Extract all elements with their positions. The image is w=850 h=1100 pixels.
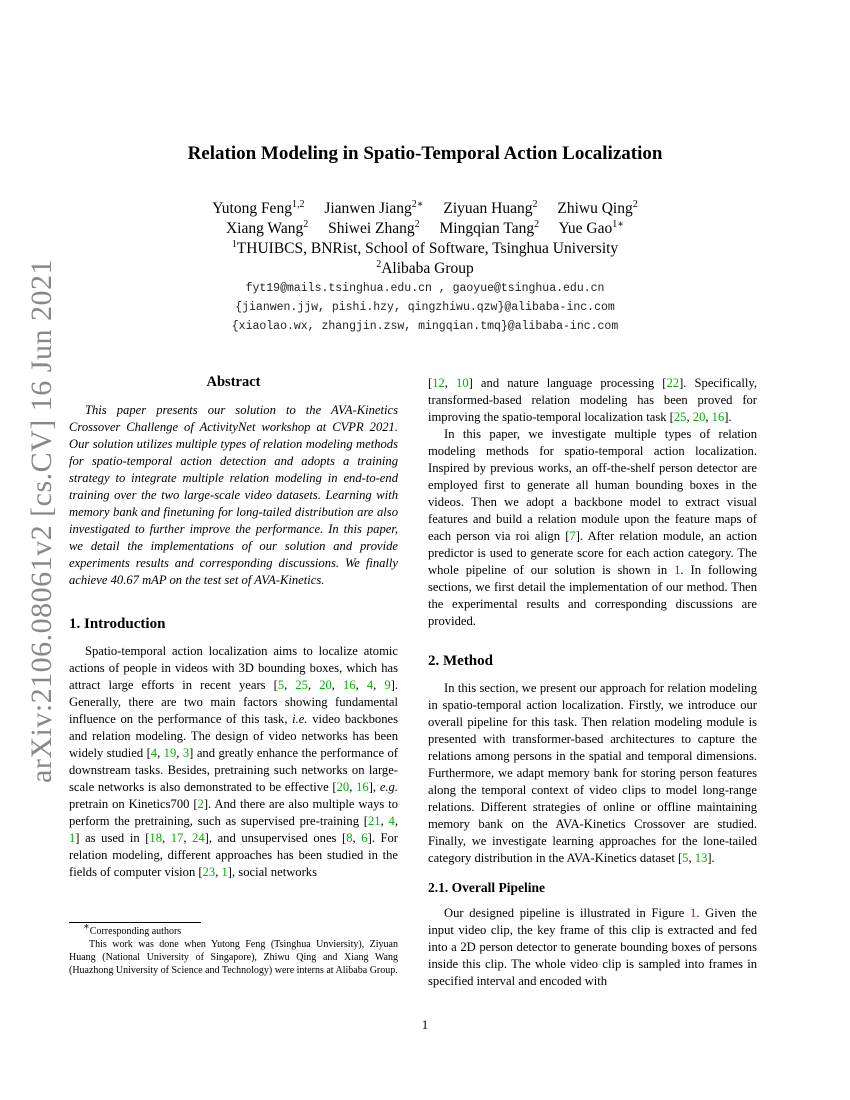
- citation-link[interactable]: 25: [295, 678, 308, 692]
- citation-link[interactable]: 3: [182, 746, 190, 760]
- email-line-3: {xiaolao.wx, zhangjin.zsw, mingqian.tmq}@alibaba-inc.com: [231, 320, 619, 333]
- author-name: Xiang Wang: [225, 220, 304, 237]
- paragraph: In this section, we present our approach for relation modeling in spatio-temporal action localization. Firstly, we introduce our overall pipeline for this task. Then relation modeling module is presented with transformer-based architectures to capture the relations among persons in the spatial and temporal dimensions. Furthermore, we adapt memory bank for storing person features along the temporal context of video clips to model long-range relations. Different strategies of online or offline maintaining memory bank on the AVA-Kinetics Crossover are studied. Finally, we investigate learning approaches for the lone-tailed category distribution in the AVA-Kinetics dataset [5, 13].: [428, 681, 757, 865]
- figure-link[interactable]: 1: [690, 906, 697, 920]
- text-run: Our designed pipeline is illustrated in Figure: [444, 906, 691, 920]
- citation-link[interactable]: 13: [694, 851, 708, 865]
- text-run: [: [428, 376, 433, 390]
- citation-link[interactable]: 20: [336, 780, 350, 794]
- citation-link[interactable]: 20: [692, 410, 706, 424]
- footnote-corresponding: [69, 921, 398, 938]
- author-affiliation-mark: 2: [534, 218, 540, 230]
- text-run: In this section, we present our approach for relation modeling in spatio-temporal action localization. Firstly, we introduce our overall pipeline for this task. Then relation modeling module is presented with transformer-based architectures to capture the relations among persons in the spatial and temporal dimensions. Furthermore, we adapt memory bank for storing person features along the temporal context of video clips to model long-range relations. Different strategies of online or offline maintaining memory bank on the AVA-Kinetics Crossover are studied. Finally, we investigate learning approaches for the lone-tailed category distribution in the AVA-Kinetics dataset [: [428, 681, 757, 865]
- method-heading: 2. Method: [428, 653, 493, 669]
- email-line-2: {jianwen.jjw, pishi.hzy, qingzhiwu.qzw}@alibaba-inc.com: [235, 301, 615, 314]
- citation-link[interactable]: 2: [197, 797, 204, 811]
- arxiv-stamp: [10, 259, 74, 783]
- footnote-mark: ∗: [83, 921, 90, 933]
- text-run: ] and greatly enhance the performance of downstream tasks. Besides, pretraining such networks on large-scale networks is also demonstrated to be effective [: [69, 746, 398, 794]
- introduction-heading: 1. Introduction: [69, 616, 166, 632]
- text-run: ].: [724, 410, 732, 424]
- author-affiliation-mark: 1,2: [291, 198, 305, 210]
- citation-link[interactable]: 16: [356, 780, 369, 794]
- citation-link[interactable]: 4: [150, 746, 158, 760]
- citation-link[interactable]: 17: [170, 831, 184, 845]
- citation-link[interactable]: 8: [346, 831, 353, 845]
- citation-link[interactable]: 10: [456, 376, 469, 390]
- text-run: ] as used in [: [75, 831, 150, 845]
- paragraph: [12, 10] and nature language processing [22]. Specifically, transformed-based relation modeling has been proved for improving the spatio-temporal localization task [25, 20, 16].: [428, 376, 757, 424]
- citation-link[interactable]: 1: [69, 831, 76, 845]
- author-name: Ziyuan Huang: [443, 200, 533, 217]
- abstract-text: This paper presents our solution to the AVA-Kinetics Crossover Challenge of ActivityNet workshop at CVPR 2021. Our solution utilizes multiple types of relation modeling methods for spatio-temporal action detection and adopts a training strategy to integrate multiple relation modeling in end-to-end training over the two large-scale video datasets. Learning with memory bank and finetuning for long-tailed distribution are also investigated to further improve the performance. In this paper, we detail the implementations of our solution and provide experiments results and corresponding discussions. We finally achieve 40.67 mAP on the test set of AVA-Kinetics.: [69, 403, 398, 587]
- footnote-work: This work was done when Yutong Feng (Tsinghua Unviersity), Ziyuan Huang (National University of Singapore), Zhiwu Qing and Xiang Wang (Huazhong University of Science and Technology) were interns at Alibaba Group.: [69, 939, 398, 976]
- affiliation-2: [0, 259, 850, 278]
- citation-link[interactable]: 16: [711, 410, 725, 424]
- text-run: ], social networks: [227, 865, 317, 879]
- citation-link[interactable]: 18: [149, 831, 162, 845]
- text-run: ], and unsupervised ones [: [204, 831, 347, 845]
- author-name: Shiwei Zhang: [328, 220, 415, 237]
- citation-link[interactable]: 19: [163, 746, 177, 760]
- overall-pipeline-heading: 2.1. Overall Pipeline: [428, 880, 545, 895]
- citation-link[interactable]: 12: [432, 376, 445, 390]
- text-run: e.g.: [379, 780, 398, 794]
- author-name: Zhiwu Qing: [557, 200, 633, 217]
- page-number: 1: [421, 1018, 429, 1032]
- paragraph: [428, 905, 757, 990]
- paper-title: Relation Modeling in Spatio-Temporal Action Localization: [187, 143, 663, 164]
- text-run: . In following sections, we first detail the implementation of our method. Then the experimental results and corresponding discussions are provided.: [428, 563, 757, 628]
- authors-line-1: [0, 199, 850, 218]
- authors-line-2: [0, 219, 850, 238]
- author-affiliation-mark: 2: [632, 198, 638, 210]
- citation-link[interactable]: 16: [343, 678, 356, 692]
- text-run: Spatio-temporal action localization aims to localize atomic actions of people in videos with 3D bounding boxes, which has attract large efforts in recent years [: [69, 644, 398, 692]
- citation-link[interactable]: 21: [368, 814, 381, 828]
- author-affiliation-mark: 2: [414, 218, 420, 230]
- text-run: i.e.: [292, 712, 308, 726]
- citation-link[interactable]: 6: [361, 831, 368, 845]
- citation-link[interactable]: 7: [569, 529, 576, 543]
- citation-link[interactable]: 25: [673, 410, 687, 424]
- text-run: ]. Specifically, transformed-based relation modeling has been proved for improving the spatio-temporal localization task [: [428, 376, 757, 424]
- citation-link[interactable]: 1: [221, 865, 228, 879]
- text-run: pretrain on Kinetics700 [: [69, 797, 198, 811]
- text-run: ]. After relation module, an action predictor is used to generate score for each action category. The whole pipeline of our solution is shown in: [428, 529, 757, 577]
- citation-link[interactable]: 20: [319, 678, 332, 692]
- figure-link[interactable]: 1: [674, 563, 681, 577]
- abstract-heading: Abstract: [206, 374, 261, 390]
- author-name: Mingqian Tang: [439, 220, 535, 237]
- citation-link[interactable]: 22: [666, 376, 680, 390]
- email-line-1: fyt19@mails.tsinghua.edu.cn , gaoyue@tsinghua.edu.cn: [245, 282, 605, 295]
- text-run: ],: [368, 780, 380, 794]
- affiliation-text: THUIBCS, BNRist, School of Software, Tsinghua University: [236, 240, 619, 257]
- author-name: Yutong Feng: [212, 200, 292, 217]
- citation-link[interactable]: 24: [192, 831, 205, 845]
- text-run: ]. Generally, there are two main factors showing fundamental influence on the performance of this task,: [69, 678, 399, 726]
- author-affiliation-mark: 1∗: [612, 218, 625, 230]
- affiliation-mark: 2: [376, 258, 382, 270]
- author-affiliation-mark: 2: [303, 218, 309, 230]
- citation-link[interactable]: 5: [682, 851, 689, 865]
- author-affiliation-mark: 2: [532, 198, 538, 210]
- text-run: video backbones and relation modeling. The design of video networks has been widely studied [: [69, 712, 398, 760]
- text-run: ].: [707, 851, 715, 865]
- citation-link[interactable]: 4: [366, 678, 374, 692]
- citation-link[interactable]: 9: [384, 678, 391, 692]
- right-column: [428, 375, 757, 990]
- author-name: Jianwen Jiang: [324, 200, 412, 217]
- paragraph: [428, 426, 757, 630]
- text-run: . Given the input video clip, the key frame of this clip is extracted and fed into a 2D person detector to generate bounding boxes of persons inside this clip. The whole video clip is sampled into frames in specified interval and encoded with: [428, 906, 757, 988]
- affiliation-mark: 1: [231, 238, 237, 250]
- author-affiliation-mark: 2∗: [411, 198, 424, 210]
- text-run: In this paper, we investigate multiple types of relation modeling methods for spatio-temporal action localization. Inspired by previous works, an off-the-shelf person detector are employed first to generate all human bounding boxes in the videos. Then we adopt a backbone model to extract visual features and build a relation module upon the feature maps of each person via roi align [: [428, 427, 757, 543]
- text-run: ]. And there are also multiple ways to perform the pretraining, such as supervised pre-training [: [69, 797, 398, 828]
- footnote-text: Corresponding authors: [89, 926, 182, 937]
- text-run: ] and nature language processing [: [468, 376, 667, 390]
- citation-link[interactable]: 4: [388, 814, 395, 828]
- citation-link[interactable]: 23: [202, 865, 216, 879]
- affiliation-1: [0, 239, 850, 258]
- arxiv-stamp-text: arXiv:2106.08061v2 [cs.CV] 16 Jun 2021: [25, 259, 58, 783]
- introduction-paragraph: Spatio-temporal action localization aims to localize atomic actions of people in videos with 3D bounding boxes, which has attract large efforts in recent years [5, 25, 20, 16, 4, 9]. Generally, there are two main factors showing fundamental influence on the performance of this task, i.e. video backbones and relation modeling. The design of video networks has been widely studied [4, 19, 3] and greatly enhance the performance of downstream tasks. Besides, pretraining such networks on large-scale networks is also demonstrated to be effective [20, 16], e.g. pretrain on Kinetics700 [2]. And there are also multiple ways to perform the pretraining, such as supervised pre-training [21, 4, 1] as used in [18, 17, 24], and unsupervised ones [8, 6]. For relation modeling, different approaches has been studied in the fields of computer vision [23, 1], social networks: [69, 644, 399, 879]
- text-run: ]. For relation modeling, different approaches has been studied in the fields of computer vision [: [69, 831, 398, 879]
- left-column: [69, 374, 398, 881]
- author-name: Yue Gao: [558, 220, 613, 237]
- affiliation-text: Alibaba Group: [381, 260, 474, 277]
- citation-link[interactable]: 5: [277, 678, 285, 692]
